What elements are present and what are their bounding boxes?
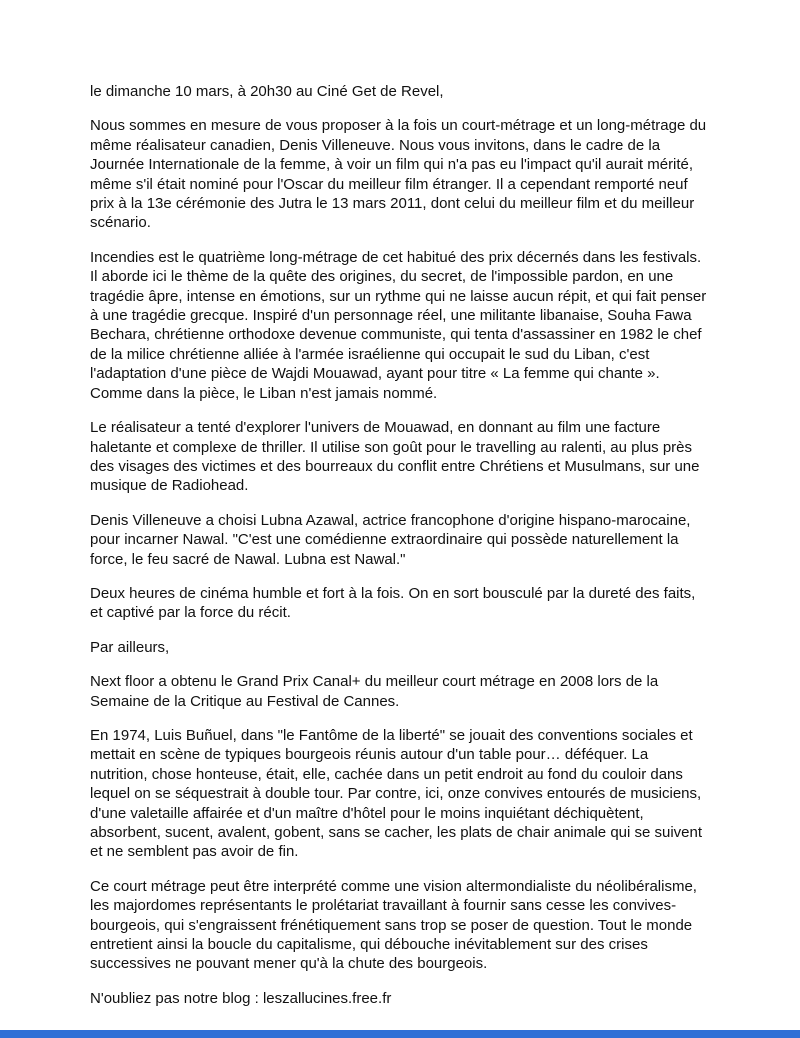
blog-line: N'oubliez pas notre blog : leszallucines.free.fr — [90, 989, 392, 1007]
paragraph-films-intro: Nous sommes en mesure de vous proposer à la fois un court-métrage et un long-métrage du même réalisateur canadien, Denis Villeneuve. Nous vous invitons, dans le cadre de la Journée Internationale de la femme, à voir un film qui n'a pas eu l'impact qu'il aurait mérité, même s'il était nominé pour l'Oscar du meilleur film étranger. Il a cependant remporté neuf prix à la 13e cérémonie des Jutra le 13 mars 2011, dont celui du meilleur film et du meilleur scénario. — [90, 117, 707, 232]
paragraph-par-ailleurs: Par ailleurs, — [90, 638, 170, 656]
paragraph-actress: Denis Villeneuve a choisi Lubna Azawal, actrice francophone d'origine hispano-marocaine, pour incarner Nawal. "C'est une comédienne extraordinaire qui possède naturellement la force, le feu sacré de Nawal. Lubna est Nawal." — [90, 511, 691, 568]
paragraph-verdict: Deux heures de cinéma humble et fort à la fois. On en sort bousculé par la dureté des faits, et captivé par la force du récit. — [90, 584, 696, 622]
paragraph-bunuel: En 1974, Luis Buñuel, dans "le Fantôme de la liberté" se jouait des conventions sociales et mettait en scène de typiques bourgeois réunis autour d'un table pour… déféquer. La nutrition, chose honteuse, était, elle, cachée dans un petit endroit au fond du couloir dans lequel on se séquestrait à double tour. Par contre, ici, onze convives entourés de musiciens, d'une valetaille affairée et d'un maître d'hôtel pour le moins inquiétant déchiquètent, absorbent, sucent, avalent, gobent, sans se cacher, les plats de chair animale qui se suivent et ne semblent pas avoir de fin. — [90, 726, 703, 861]
bottom-accent-bar — [0, 1030, 800, 1038]
intro-line: le dimanche 10 mars, à 20h30 au Ciné Get de Revel, — [90, 83, 444, 100]
paragraph-next-floor: Next floor a obtenu le Grand Prix Canal+ du meilleur court métrage en 2008 lors de la Semaine de la Critique au Festival de Cannes. — [90, 673, 659, 710]
document-body — [90, 82, 730, 1023]
paragraph-director-style: Le réalisateur a tenté d'explorer l'univers de Mouawad, en donnant au film une facture haletante et complexe de thriller. Il utilise son goût pour le travelling au ralenti, au plus près des visages des victimes et des bourreaux du conflit entre Chrétiens et Musulmans, sur une musique de Radiohead. — [90, 419, 700, 495]
paragraph-incendies: Incendies est le quatrième long-métrage de cet habitué des prix décernés dans les festivals. Il aborde ici le thème de la quête des origines, du secret, de l'impossible pardon, en une tragédie âpre, intense en émotions, sur un rythme qui ne laisse aucun répit, et qui fait penser à une tragédie grecque. Inspiré d'un personnage réel, une militante libanaise, Souha Fawa Bechara, chrétienne orthodoxe devenue communiste, qui tenta d'assassiner en 1982 le chef de la milice chrétienne alliée à l'armée israélienne qui occupait le sud du Liban, c'est l'adaptation d'une pièce de Wajdi Mouawad, ayant pour titre « La femme qui chante ». Comme dans la pièce, le Liban n'est jamais nommé. — [90, 248, 707, 402]
paragraph-interpretation: Ce court métrage peut être interprété comme une vision altermondialiste du néolibéralisme, les majordomes représentants le prolétariat travaillant à fournir sans cesse les convives- bourgeois, qui s'engraissent frénétiquement sans trop se poser de question. Tout le monde entretient ainsi la boucle du capitalisme, qui débouche inévitablement sur des crises successives ne pouvant mener qu'à la chute des bourgeois. — [90, 877, 697, 973]
